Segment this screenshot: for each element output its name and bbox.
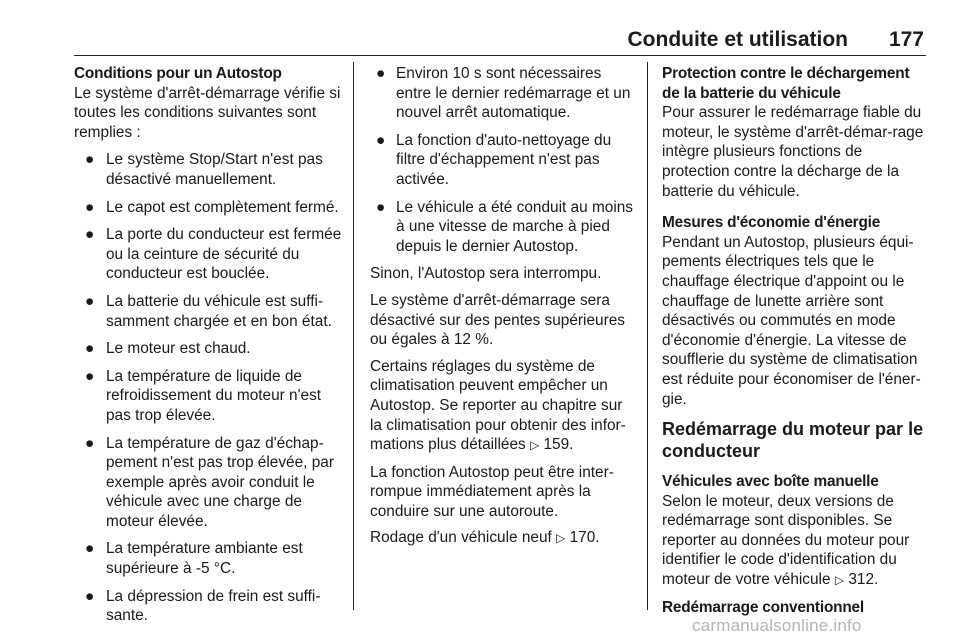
column-divider-2 <box>647 62 648 610</box>
climate-text: Certains réglages du système de climatisation peuvent empêcher un Autostop. Se reporter au chapitre sur la climatisation pour obtenir des infor-mations plus détaillées ▷ 159. <box>370 357 626 454</box>
conditions-list-continued <box>370 64 635 256</box>
bullet-icon: ● <box>85 226 95 244</box>
list-item: ● La dépression de frein est suffi-sante. <box>85 587 321 625</box>
list-item: ● La fonction d'auto-nettoyage du filtre d'échappement n'est pas activée. <box>376 131 612 188</box>
energy-saving-heading: Mesures d'économie d'énergie <box>662 214 881 232</box>
break-in-page-link[interactable]: 170. <box>569 529 600 547</box>
bullet-icon: ● <box>85 340 95 358</box>
list-item: ● Environ 10 s sont nécessaires entre le dernier redémarrage et un nouvel arrêt automatique. <box>376 65 631 122</box>
arrow-reference-icon: ▷ <box>834 573 845 588</box>
column-3 <box>662 64 928 617</box>
battery-protection-heading: Protection contre le déchargement de la batterie du véhicule <box>662 65 910 102</box>
arrow-reference-icon: ▷ <box>556 531 566 546</box>
list-item: ● La batterie du véhicule est suffi-samment chargée et en bon état. <box>85 292 332 330</box>
battery-protection-text: Pour assurer le redémarrage fiable du moteur, le système d'arrêt-démar-rage intègre plusieurs fonctions de protection contre la décharge de la batterie du véhicule. <box>662 104 924 200</box>
bullet-icon: ● <box>85 367 95 385</box>
column-1 <box>74 64 346 634</box>
list-item: ● Le véhicule a été conduit au moins à une vitesse de marche à pied depuis le dernier Autostop. <box>376 198 633 255</box>
manual-gearbox-heading: Véhicules avec boîte manuelle <box>662 473 879 491</box>
bullet-icon: ● <box>85 434 95 452</box>
column-divider-1 <box>353 62 354 610</box>
header-rule <box>74 55 926 56</box>
list-item: ● La porte du conducteur est fermée ou la ceinture de sécurité du conducteur est bouclée. <box>85 226 342 283</box>
chapter-title: Conduite et utilisation <box>627 28 848 51</box>
bullet-icon: ● <box>85 198 95 216</box>
slope-text: Le système d'arrêt-démarrage sera désactivé sur des pentes supérieures ou égales à 12 %. <box>370 291 625 349</box>
climate-page-link[interactable]: 159. <box>543 436 574 454</box>
restart-section-title: Redémarrage du moteur par le conducteur <box>662 419 924 462</box>
page-header <box>74 28 926 54</box>
column-2 <box>370 64 635 556</box>
bullet-icon: ● <box>85 292 95 310</box>
list-item: ● Le capot est complètement fermé. <box>85 198 339 216</box>
conditions-intro: Le système d'arrêt-démarrage vérifie si toutes les conditions suivantes sont remplies : <box>74 84 341 141</box>
list-item: ● La température de liquide de refroidissement du moteur n'est pas trop élevée. <box>85 367 322 424</box>
engine-data-page-link[interactable]: 312. <box>848 571 879 589</box>
conventional-restart-heading: Redémarrage conventionnel <box>662 598 864 616</box>
manual-gearbox-text: Selon le moteur, deux versions de redémarrage sont disponibles. Se reporter au données du moteur pour identifier le code d'identification du moteur de votre véhicule ▷ 312. <box>662 492 910 589</box>
bullet-icon: ● <box>376 198 386 216</box>
watermark: carmanualsonline.info <box>692 616 862 635</box>
list-item: ● La température de gaz d'échap-pement n'est pas trop élevée, par exemple après avoir conduit le véhicule avec une charge de moteur élevée. <box>85 434 334 530</box>
highway-text: La fonction Autostop peut être inter-rompue immédiatement après la conduire sur une autoroute. <box>370 463 614 520</box>
conditions-list <box>74 150 346 625</box>
bullet-icon: ● <box>376 65 386 82</box>
arrow-reference-icon: ▷ <box>529 438 540 453</box>
list-item: ● Le moteur est chaud. <box>85 340 251 358</box>
conditions-heading: Conditions pour un Autostop <box>74 65 282 82</box>
bullet-icon: ● <box>85 587 95 605</box>
bullet-icon: ● <box>85 151 95 169</box>
autostop-interrupted-text: Sinon, l'Autostop sera interrompu. <box>370 265 602 283</box>
list-item: ● Le système Stop/Start n'est pas désactivé manuellement. <box>85 151 323 188</box>
bullet-icon: ● <box>376 131 386 149</box>
page-number: 177 <box>888 28 924 51</box>
bullet-icon: ● <box>85 540 95 558</box>
list-item: ● La température ambiante est supérieure à -5 °C. <box>85 540 303 578</box>
energy-saving-text: Pendant un Autostop, plusieurs équi-pements électriques tels que le chauffage électrique d'appoint ou le chauffage de lunette arrière sont désactivés ou commutés en mode d'économie d'énergie. La vitesse de soufflerie du système de climatisation est réduite pour économiser de l'éner-gie. <box>662 233 921 408</box>
break-in-text: Rodage d'un véhicule neuf ▷ 170. <box>370 529 600 547</box>
